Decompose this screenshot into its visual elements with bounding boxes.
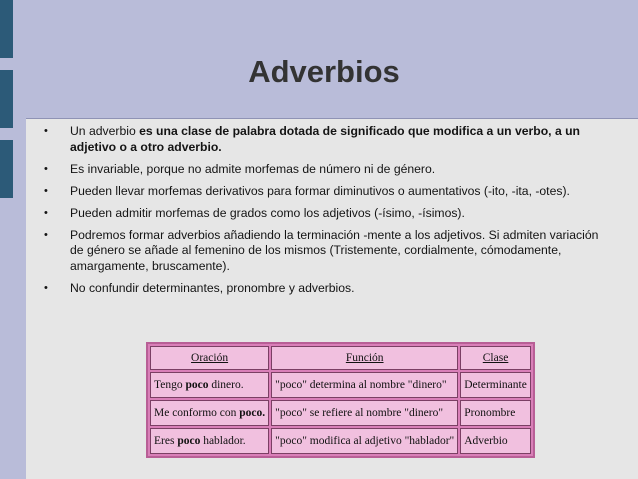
bullet-item: [44, 281, 604, 297]
accent-bar-bottom: [0, 140, 13, 198]
table-row: [150, 372, 531, 398]
table-header-row: [150, 346, 531, 370]
cell-funcion: "poco" se refiere al nombre "dinero": [271, 400, 458, 426]
header-divider: [26, 118, 638, 119]
cell-clase: Pronombre: [460, 400, 531, 426]
cell-funcion: "poco" modifica al adjetivo "hablador": [271, 428, 458, 454]
table-row: [150, 428, 531, 454]
bullet-text: Es invariable, porque no admite morfemas de número ni de género.: [70, 161, 436, 176]
accent-bar-top: [0, 0, 13, 58]
bullet-text: Un adverbio: [70, 124, 140, 138]
header-clase: Clase: [460, 346, 531, 370]
slide-title: Adverbios: [248, 54, 400, 89]
bullet-text: Pueden admitir morfemas de grados como los adjetivos (-ísimo, -ísimos).: [70, 205, 465, 220]
bullet-item: [44, 228, 604, 275]
bullet-dot-icon: •: [44, 125, 48, 137]
bullet-dot-icon: •: [44, 162, 48, 175]
bullet-list: [44, 124, 604, 303]
cell-oracion: Eres poco hablador.: [150, 428, 269, 454]
bullet-item: [44, 162, 604, 178]
cell-clase: Determinante: [460, 372, 531, 398]
cell-oracion: Tengo poco dinero.: [150, 372, 269, 398]
bullet-text: Pueden llevar morfemas derivativos para formar diminutivos o aumentativos (-ito, -ita, -otes).: [70, 183, 570, 198]
classification-table: [146, 342, 535, 458]
bullet-text: Podremos formar adverbios añadiendo la terminación -mente a los adjetivos. Si admiten variación de género se añade al femenino de los mismos (Tristemente, cordialmente, cómodamente, amargamente, bruscamente).: [70, 227, 599, 273]
bullet-dot-icon: •: [44, 281, 48, 294]
cell-oracion: Me conformo con poco.: [150, 400, 269, 426]
table-row: [150, 400, 531, 426]
cell-clase: Adverbio: [460, 428, 531, 454]
cell-funcion: "poco" determina al nombre "dinero": [271, 372, 458, 398]
header-oracion: Oración: [150, 346, 269, 370]
bullet-dot-icon: •: [44, 206, 48, 219]
bullet-text: No confundir determinantes, pronombre y adverbios.: [70, 280, 355, 295]
header-funcion: Función: [271, 346, 458, 370]
bullet-dot-icon: •: [44, 228, 48, 241]
bullet-bold-text: es una clase de palabra dotada de significado que modifica a un verbo, a un adjetivo o a otro adverbio.: [70, 124, 581, 154]
bullet-item: [44, 206, 604, 222]
bullet-item: [44, 184, 604, 200]
bullet-dot-icon: •: [44, 184, 48, 197]
bullet-item: [44, 124, 604, 155]
